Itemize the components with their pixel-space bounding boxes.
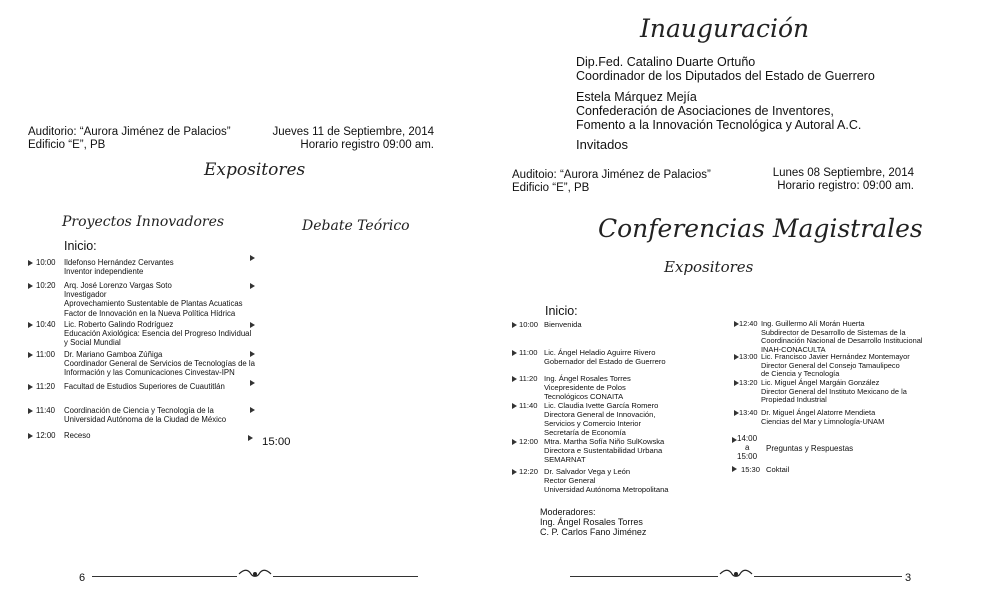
schedule-time: 12:00 (36, 431, 56, 440)
schedule-speaker: Arq. José Lorenzo Vargas Soto (64, 281, 172, 290)
schedule-time: 11:20 (36, 382, 55, 391)
flourish-ornament-icon (238, 567, 272, 585)
schedule-speaker: Mtra. Martha Sofía Niño SulKowska (544, 437, 665, 446)
moderador-2: C. P. Carlos Fano Jiménez (540, 527, 647, 537)
left-inicio-label: Inicio: (64, 239, 97, 253)
schedule-time: 12:40 (739, 319, 758, 328)
triangle-bullet-icon (250, 322, 255, 328)
right-footer-rule-b (754, 576, 902, 577)
left-expositores-heading: Expositores (204, 160, 306, 180)
triangle-bullet-icon (250, 407, 255, 413)
triangle-bullet-icon (28, 408, 33, 414)
schedule-detail: SEMARNAT (544, 455, 586, 464)
cocktail-description: Coktail (766, 465, 790, 474)
schedule-speaker: Lic. Claudia Ivette García Romero (544, 401, 659, 410)
triangle-bullet-icon (250, 283, 255, 289)
schedule-speaker: Dr. Mariano Gamboa Zúñiga (64, 350, 163, 359)
triangle-bullet-icon (250, 380, 255, 386)
left-date: Jueves 11 de Septiembre, 2014 (272, 126, 434, 138)
qa-time-sep: a (745, 443, 750, 452)
schedule-detail: Director General del Instituto Mexicano de la (761, 386, 907, 396)
schedule-detail: INAH-CONACULTA (761, 344, 826, 354)
triangle-bullet-icon (28, 384, 33, 390)
right-venue-line2: Edificio “E”, PB (512, 182, 590, 194)
schedule-detail: Investigador (64, 290, 107, 300)
schedule-detail: Factor de Innovación en la Nueva Política Hídrica (64, 308, 236, 318)
schedule-detail: Información y las Comunicaciones Cinvestav-IPN (64, 368, 235, 378)
right-date: Lunes 08 Septiembre, 2014 (772, 167, 914, 179)
schedule-detail: Gobernador del Estado de Guerrero (544, 357, 666, 366)
debate-heading: Debate Teórico (302, 218, 410, 234)
schedule-detail: Servicios y Comercio Interior (544, 419, 642, 428)
schedule-detail: Vicepresidente de Polos (544, 383, 626, 392)
schedule-time: 10:20 (36, 281, 56, 290)
moderador-1: Ing. Ángel Rosales Torres (540, 517, 643, 527)
schedule-time: 13:40 (739, 408, 758, 417)
inauguracion-heading: Inauguración (640, 14, 810, 43)
right-footer-rule-a (570, 576, 718, 577)
schedule-time: 11:00 (519, 348, 538, 357)
schedule-time: 11:20 (519, 374, 538, 383)
schedule-detail: Propiedad Industrial (761, 395, 827, 405)
schedule-speaker: Lic. Ángel Heladio Aguirre Rivero (544, 348, 656, 357)
schedule-detail: Secretaría de Economía (544, 428, 626, 437)
schedule-time: 13:00 (739, 352, 758, 361)
inaug-block1-line1: Dip.Fed. Catalino Duarte Ortuño (576, 55, 756, 69)
schedule-time: 11:00 (36, 350, 55, 359)
right-inicio-label: Inicio: (545, 304, 578, 318)
schedule-detail: Directora e Sustentabilidad Urbana (544, 446, 663, 455)
schedule-time: 13:20 (739, 378, 758, 387)
triangle-bullet-icon (28, 352, 33, 358)
schedule-speaker: Receso (64, 431, 91, 440)
schedule-detail: Tecnológicos CONAITA (544, 392, 624, 401)
schedule-detail: Universidad Autónoma Metropolitana (544, 485, 669, 494)
right-page-number: 3 (905, 572, 912, 584)
cocktail-time: 15:30 (741, 465, 761, 474)
flourish-ornament-icon (719, 567, 753, 585)
schedule-detail: Universidad Autónoma de la Ciudad de México (64, 415, 227, 425)
triangle-bullet-icon (512, 439, 517, 445)
triangle-bullet-icon (250, 255, 255, 261)
schedule-speaker: Facultad de Estudios Superiores de Cuautitlán (64, 382, 225, 391)
schedule-time: 10:40 (36, 320, 56, 329)
qa-description: Preguntas y Respuestas (766, 444, 854, 453)
triangle-bullet-icon (512, 403, 517, 409)
invitados-label: Invitados (576, 137, 629, 152)
triangle-bullet-icon (28, 322, 33, 328)
schedule-detail: Directora General de Innovación, (544, 410, 656, 419)
schedule-detail: Ciencias del Mar y Limnología-UNAM (761, 416, 885, 426)
schedule-detail: Rector General (544, 476, 596, 485)
triangle-bullet-icon (732, 466, 737, 472)
schedule-speaker: Lic. Roberto Galindo Rodríguez (64, 320, 174, 329)
inaug-block1-line2: Coordinador de los Diputados del Estado de Guerrero (576, 69, 875, 83)
schedule-time: 11:40 (36, 406, 55, 415)
triangle-bullet-icon (512, 350, 517, 356)
schedule-time: 10:00 (519, 320, 539, 329)
schedule-detail: Educación Axiológica: Esencia del Progreso Individual (64, 329, 252, 339)
schedule-speaker: Bienvenida (544, 320, 582, 329)
right-venue-line1: Auditoio: “Aurora Jiménez de Palacios” (512, 169, 711, 181)
left-page-number: 6 (79, 572, 86, 584)
moderadores-label: Moderadores: (540, 507, 596, 517)
schedule-speaker: Ing. Guillermo Alí Morán Huerta (761, 319, 865, 328)
right-registration: Horario registro: 09:00 am. (777, 180, 914, 192)
triangle-bullet-icon (28, 283, 33, 289)
schedule-detail: Aprovechamiento Sustentable de Plantas Acuaticas (64, 299, 243, 309)
schedule-speaker: Ing. Ángel Rosales Torres (544, 374, 631, 383)
triangle-bullet-icon (512, 322, 517, 328)
schedule-time: 11:40 (519, 401, 538, 410)
schedule-detail: Inventor independiente (64, 267, 144, 277)
left-footer-rule-a (92, 576, 237, 577)
schedule-speaker: Coordinación de Ciencia y Tecnología de la (64, 406, 214, 415)
triangle-bullet-icon (28, 260, 33, 266)
triangle-bullet-icon (250, 351, 255, 357)
schedule-speaker: Lic. Miguel Ángel Margáin González (761, 378, 880, 387)
schedule-detail: Coordinación Nacional de Desarrollo Institucional (761, 336, 923, 346)
debate-time: 15:00 (262, 436, 291, 448)
schedule-time: 12:20 (519, 467, 539, 476)
left-footer-rule-b (273, 576, 418, 577)
right-expositores-heading: Expositores (664, 258, 754, 276)
inaug-block2-line1: Estela Márquez Mejía (576, 90, 697, 104)
schedule-speaker: Dr. Salvador Vega y León (544, 467, 631, 476)
left-registration: Horario registro 09:00 am. (300, 139, 434, 151)
proyectos-heading: Proyectos Innovadores (62, 214, 225, 230)
qa-time-end: 15:00 (737, 452, 758, 461)
schedule-detail: Coordinador General de Servicios de Tecnologías de la (64, 359, 255, 369)
schedule-speaker: Lic. Francisco Javier Hernández Montemayor (761, 352, 910, 361)
qa-time-start: 14:00 (737, 434, 758, 443)
triangle-bullet-icon (512, 376, 517, 382)
inaug-block2-line3: Fomento a la Innovación Tecnológica y Autoral A.C. (576, 118, 862, 132)
left-venue-line1: Auditorio: “Aurora Jiménez de Palacios” (28, 126, 231, 138)
schedule-speaker: Dr. Miguel Ángel Alatorre Mendieta (761, 408, 876, 417)
triangle-bullet-icon (28, 433, 33, 439)
schedule-time: 10:00 (36, 258, 56, 267)
left-venue-line2: Edificio “E”, PB (28, 139, 106, 151)
schedule-detail: Director General del Consejo Tamaulipeco (761, 360, 900, 370)
conferencias-heading: Conferencias Magistrales (598, 214, 923, 243)
inaug-block2-line2: Confederación de Asociaciones de Inventores, (576, 104, 834, 118)
triangle-bullet-icon (512, 469, 517, 475)
schedule-speaker: Ildefonso Hernández Cervantes (64, 258, 174, 267)
schedule-detail: Subdirector de Desarrollo de Sistemas de la (761, 327, 906, 337)
schedule-detail: de Ciencia y Tecnología (761, 369, 840, 379)
triangle-bullet-icon (248, 435, 253, 441)
schedule-detail: y Social Mundial (64, 338, 121, 348)
schedule-time: 12:00 (519, 437, 539, 446)
